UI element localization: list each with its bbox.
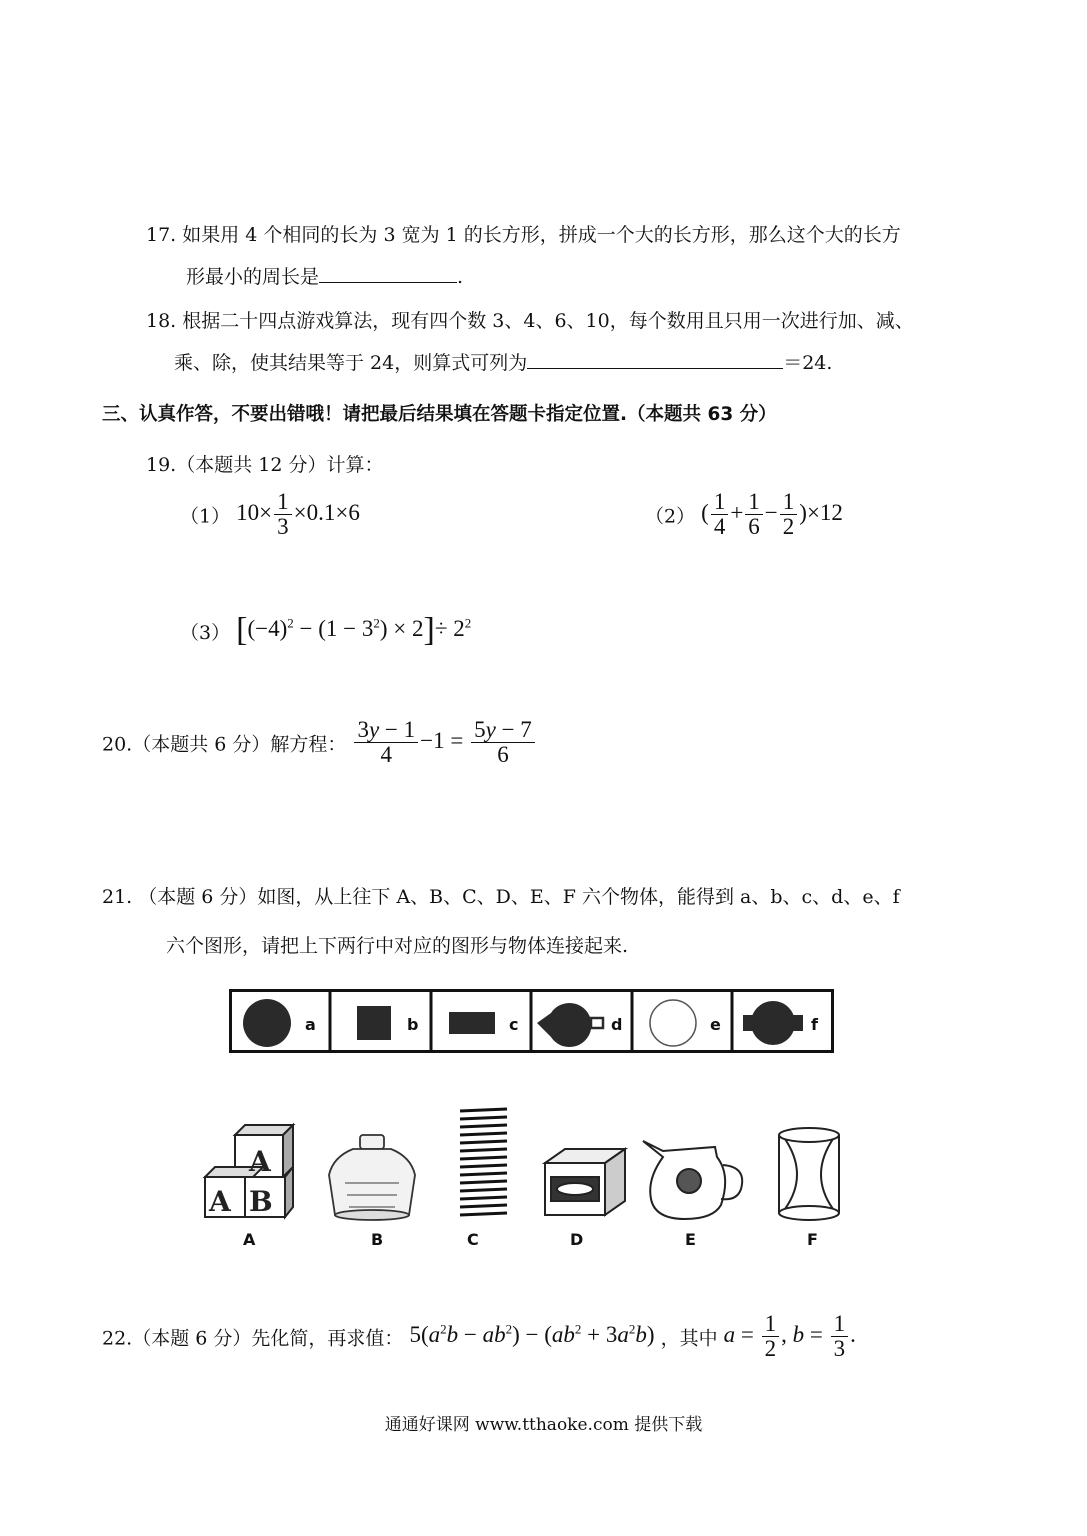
object-f-cylinder bbox=[779, 1128, 839, 1220]
object-b-measuring-jug bbox=[329, 1135, 415, 1220]
q17-tail: . bbox=[457, 266, 464, 288]
shape-a-filled-circle bbox=[243, 999, 291, 1047]
q18-line1: 18. 根据二十四点游戏算法，现有四个数 3、4、6、10，每个数用且只用一次进行加、减、 bbox=[146, 310, 914, 332]
q19-part2 bbox=[645, 490, 843, 539]
q19-p3-label: （3） bbox=[180, 621, 231, 644]
q18-answer-blank bbox=[527, 348, 783, 369]
object-a-alphabet-blocks bbox=[205, 1125, 293, 1218]
object-d-box bbox=[545, 1149, 625, 1215]
block-letter-top: A bbox=[249, 1145, 271, 1178]
object-label-e: E bbox=[685, 1230, 696, 1249]
q21-line2: 六个图形，请把上下两行中对应的图形与物体连接起来. bbox=[166, 935, 629, 957]
q17-line1: 17. 如果用 4 个相同的长为 3 宽为 1 的长方形，拼成一个大的长方形，那么这个大的长方 bbox=[146, 224, 901, 246]
q19-part3 bbox=[180, 612, 471, 650]
shape-e-outlined-circle bbox=[650, 1000, 696, 1046]
q19-title: 19.（本题共 12 分）计算： bbox=[146, 454, 384, 476]
q20-line bbox=[102, 718, 537, 767]
q19-part1 bbox=[180, 490, 360, 539]
q20-title: 20.（本题共 6 分）解方程： bbox=[102, 733, 347, 756]
shape-label-a: a bbox=[305, 1015, 316, 1034]
q18-line2 bbox=[174, 348, 832, 375]
shape-c-filled-rectangle bbox=[449, 1012, 495, 1034]
shape-d-handle bbox=[591, 1018, 603, 1028]
q17-answer-blank bbox=[319, 262, 457, 283]
q18-text: 乘、除，使其结果等于 24，则算式可列为 bbox=[174, 352, 528, 374]
section-3-heading: 三、认真作答，不要出错哦！请把最后结果填在答题卡指定位置.（本题共 63 分） bbox=[102, 404, 777, 425]
object-label-f: F bbox=[807, 1230, 818, 1249]
shape-label-f: f bbox=[811, 1015, 818, 1034]
q22-title: 22.（本题 6 分）先化简，再求值： bbox=[102, 1327, 404, 1350]
objects-row bbox=[195, 1095, 855, 1255]
object-label-b: B bbox=[371, 1230, 384, 1249]
q18-tail: ＝24. bbox=[783, 352, 833, 374]
q19-p3-expression: $[(-4)^2 - (1 - 3^2) \times 2]\div 2^2$ bbox=[236, 612, 472, 649]
q20-equation: $\frac{3y - 1}{4}$ −1 = $\frac{5y - 7}{6}$ bbox=[352, 728, 536, 753]
q19-p2-label: （2） bbox=[645, 505, 696, 528]
object-label-a: A bbox=[243, 1230, 256, 1249]
q22-expression: $5(a^2b - ab^2) - (ab^2 + 3a^2b)$ bbox=[409, 1321, 655, 1347]
shape-views-row bbox=[229, 989, 837, 1055]
shape-label-c: c bbox=[509, 1015, 519, 1034]
object-label-d: D bbox=[570, 1230, 584, 1249]
shape-f-filled-circle bbox=[751, 1001, 795, 1045]
object-e-pitcher bbox=[643, 1141, 742, 1219]
shape-label-b: b bbox=[407, 1015, 419, 1034]
q17-text: 形最小的周长是 bbox=[186, 266, 320, 288]
q21-line1: 21. （本题 6 分）如图，从上往下 A、B、C、D、E、F 六个物体，能得到 a、b、c、d、e、f bbox=[102, 886, 900, 908]
object-c-spring bbox=[460, 1109, 507, 1215]
block-letter-bottom-left: A bbox=[209, 1185, 231, 1218]
q22-mid: ，其中 bbox=[660, 1327, 718, 1350]
q19-p2-expression: ( $\frac{1}{4}$ + $\frac{1}{6}$ − $\frac{1}{2}$ )×12 bbox=[701, 489, 843, 540]
q19-p1-label: （1） bbox=[180, 505, 231, 528]
q22-values: a = $\frac{1}{2}$ , b = $\frac{1}{3}$ . bbox=[723, 1311, 856, 1362]
shape-b-filled-square bbox=[357, 1006, 391, 1040]
shape-d-teapot-silhouette bbox=[537, 1003, 591, 1047]
block-letter-bottom-right: B bbox=[249, 1185, 273, 1218]
q19-p1-expression: 10× $\frac{1}{3}$ ×0.1×6 bbox=[236, 489, 360, 540]
q22-line bbox=[102, 1312, 856, 1361]
object-label-c: C bbox=[467, 1230, 479, 1249]
shape-label-d: d bbox=[611, 1015, 623, 1034]
shape-label-e: e bbox=[710, 1015, 721, 1034]
page-footer: 通通好课网 www.tthaoke.com 提供下载 bbox=[384, 1415, 703, 1435]
q17-line2 bbox=[186, 262, 463, 289]
